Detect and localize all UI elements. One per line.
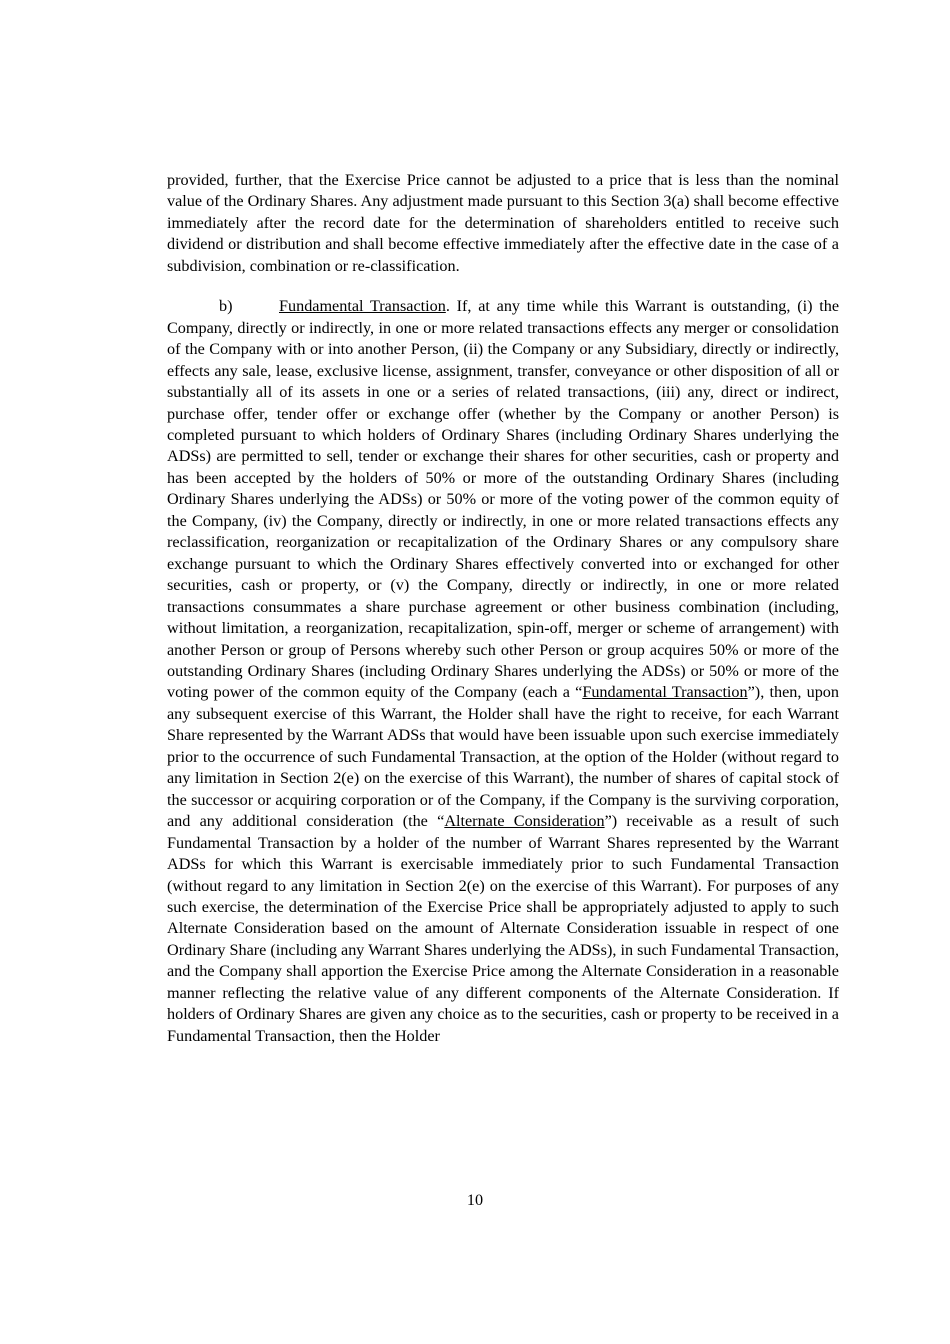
paragraph-adjustment-effective: provided, further, that the Exercise Price cannot be adjusted to a price that is less than the nominal value of the Ordinary Shares. Any adjustment made pursuant to this Section 3(a) shall become effective immediately after the record date for the determination of shareholders entitled to receive such dividend or distribution and shall become effective immediately after the effective date in the case of a subdivision, combination or re-classification. [167,171,839,275]
defined-term-alternate-consideration: Alternate Consideration [444,812,605,831]
paragraph-text-part-2: ”), then, upon any subsequent exercise of this Warrant, the Holder shall have the right to receive, for each Warrant Share represented by the Warrant ADSs that would have been issuable upon such exercise immediately prior to the occurrence of such Fundamental Transaction, at the option of the Holder (without regard to any limitation in Section 2(e) on the exercise of this Warrant), the number of shares of capital stock of the successor or acquiring corporation or of the Company, if the Company is the surviving corporation, and any additional consideration (the “ [167,683,839,831]
paragraph-text-part-1: . If, at any time while this Warrant is outstanding, (i) the Company, directly or indirectly, in one or more related transactions effects any merger or consolidation of the Company with or into another Person, (ii) the Company or any Subsidiary, directly or indirectly, effects any sale, lease, exclusive license, assignment, transfer, conveyance or other disposition of all or substantially all of its assets in one or a series of related transactions, (iii) any, direct or indirect, purchase offer, tender offer or exchange offer (whether by the Company or another Person) is completed pursuant to which holders of Ordinary Shares (including Ordinary Shares underlying the ADSs) are permitted to sell, tender or exchange their shares for other securities, cash or property and has been accepted by the holders of 50% or more of the outstanding Ordinary Shares (including Ordinary Shares underlying the ADSs) or 50% or more of the voting power of the common equity of the Company, (iv) the Company, directly or indirectly, in one or more related transactions effects any reclassification, reorganization or recapitalization of the Ordinary Shares or any compulsory share exchange pursuant to which the Ordinary Shares effectively converted into or exchanged for other securities, cash or property, or (v) the Company, directly or indirectly, in one or more related transactions consummates a share purchase agreement or other business combination (including, without limitation, a reorganization, recapitalization, spin-off, merger or scheme of arrangement) with another Person or group of Persons whereby such other Person or group acquires 50% or more of the outstanding Ordinary Shares (including Ordinary Shares underlying the ADSs) or 50% or more of the voting power of the common equity of the Company (each a “ [167,297,839,702]
document-body [167,170,839,1047]
defined-term-fundamental-transaction: Fundamental Transaction [582,683,748,702]
section-label: b) [219,297,233,316]
paragraph-fundamental-transaction [167,296,839,1047]
page-number: 10 [466,1191,484,1209]
paragraph-text-part-3: ”) receivable as a result of such Fundamental Transaction by a holder of the number of Warrant Shares represented by the Warrant ADSs for which this Warrant is exercisable immediately prior to such Fundamental Transaction (without regard to any limitation in Section 2(e) on the exercise of this Warrant). For purposes of any such exercise, the determination of the Exercise Price shall be appropriately adjusted to apply to such Alternate Consideration based on the amount of Alternate Consideration issuable in respect of one Ordinary Share (including any Warrant Shares underlying the ADSs), in such Fundamental Transaction, and the Company shall apportion the Exercise Price among the Alternate Consideration in a reasonable manner reflecting the relative value of any different components of the Alternate Consideration. If holders of Ordinary Shares are given any choice as to the securities, cash or property to be received in a Fundamental Transaction, then the Holder [167,812,839,1045]
section-heading: Fundamental Transaction [279,297,446,316]
